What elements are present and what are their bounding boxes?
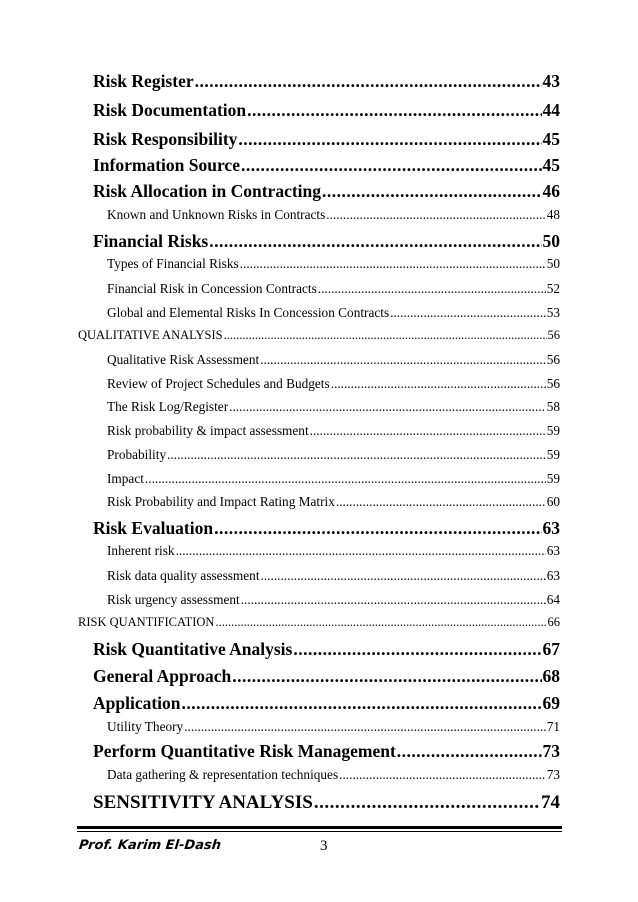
toc-entry-page: 74 — [541, 792, 560, 813]
toc-entry-page: 64 — [546, 592, 560, 607]
toc-dot-leader — [214, 518, 541, 539]
toc-dot-leader — [336, 494, 546, 510]
toc-entry-title: Risk data quality assessment — [107, 568, 260, 583]
toc-entry — [93, 518, 560, 539]
toc-entry-page: 69 — [542, 693, 560, 713]
toc-dot-leader — [215, 615, 546, 630]
toc-entry-title: Review of Project Schedules and Budgets — [107, 376, 330, 391]
toc-entry-title: QUALITATIVE ANALYSIS — [78, 328, 223, 342]
toc-dot-leader — [145, 471, 546, 487]
toc-entry-page: 53 — [546, 305, 560, 320]
toc-dot-leader — [318, 281, 546, 297]
toc-entry-page: 48 — [546, 207, 560, 222]
toc-entry-title: Risk probability & impact assessment — [107, 423, 309, 438]
toc-entry-page: 50 — [542, 231, 560, 251]
toc-entry-page: 63 — [546, 568, 560, 583]
toc-entry — [93, 129, 560, 150]
toc-dot-leader — [238, 129, 541, 150]
toc-entry-title: General Approach — [93, 666, 232, 686]
toc-entry — [107, 592, 560, 608]
toc-dot-leader — [314, 792, 540, 814]
toc-dot-leader — [241, 592, 546, 608]
toc-entry-page: 67 — [542, 639, 560, 659]
toc-dot-leader — [247, 100, 541, 121]
toc-entry — [93, 231, 560, 252]
toc-entry-title: Financial Risks — [93, 231, 209, 251]
toc-entry-title: Risk Allocation in Contracting — [93, 181, 322, 201]
toc-dot-leader — [293, 639, 541, 660]
toc-dot-leader — [390, 305, 546, 321]
toc-dot-leader — [240, 256, 546, 272]
toc-entry-title: Utility Theory — [107, 719, 184, 734]
toc-entry-title: Impact — [107, 471, 144, 486]
toc-entry-page: 59 — [546, 423, 560, 438]
toc-entry-title: Types of Financial Risks — [107, 256, 239, 271]
footer-rule-thin — [77, 831, 562, 832]
toc-entry — [78, 328, 560, 343]
toc-entry-title: Risk Quantitative Analysis — [93, 639, 293, 659]
toc-entry-page: 73 — [546, 767, 560, 782]
toc-entry-title: Financial Risk in Concession Contracts — [107, 281, 317, 296]
toc-entry — [107, 376, 560, 392]
toc-dot-leader — [339, 767, 546, 783]
footer-rule-thick — [77, 826, 562, 829]
toc-entry-page: 56 — [547, 328, 560, 342]
toc-entry-title: Risk Evaluation — [93, 518, 214, 538]
toc-entry — [93, 181, 560, 202]
toc-entry-page: 71 — [546, 719, 560, 734]
toc-entry-title: Perform Quantitative Risk Management — [93, 741, 396, 761]
toc-entry — [78, 615, 560, 630]
toc-dot-leader — [195, 71, 542, 92]
toc-dot-leader — [224, 328, 547, 343]
toc-entry — [107, 447, 560, 463]
toc-entry-page: 46 — [542, 181, 560, 201]
toc-dot-leader — [176, 543, 546, 559]
toc-entry — [93, 666, 560, 687]
toc-entry — [107, 399, 560, 415]
toc-dot-leader — [209, 231, 541, 252]
toc-entry — [107, 543, 560, 559]
toc-entry-title: Risk Documentation — [93, 100, 247, 120]
toc-entry-page: 43 — [542, 71, 560, 91]
toc-dot-leader — [182, 693, 542, 714]
toc-entry — [107, 494, 560, 510]
toc-entry-title: RISK QUANTIFICATION — [78, 615, 215, 629]
toc-entry — [93, 639, 560, 660]
toc-dot-leader — [326, 207, 545, 223]
toc-dot-leader — [167, 447, 546, 463]
toc-entry-title: Known and Unknown Risks in Contracts — [107, 207, 326, 222]
toc-dot-leader — [241, 155, 542, 176]
toc-entry-title: Data gathering & representation techniques — [107, 767, 339, 782]
toc-entry — [107, 471, 560, 487]
toc-entry-title: The Risk Log/Register — [107, 399, 229, 414]
toc-entry — [107, 281, 560, 297]
toc-entry-page: 45 — [542, 155, 560, 175]
toc-entry-title: Qualitative Risk Assessment — [107, 352, 260, 367]
toc-entry-page: 45 — [542, 129, 560, 149]
toc-entry-page: 73 — [542, 741, 560, 761]
toc-dot-leader — [397, 741, 542, 762]
toc-entry-title: Information Source — [93, 155, 240, 175]
toc-entry-page: 63 — [546, 543, 560, 558]
toc-dot-leader — [184, 719, 545, 735]
toc-entry — [93, 741, 560, 762]
toc-entry-page: 52 — [546, 281, 560, 296]
toc-entry — [93, 71, 560, 92]
toc-entry-title: Risk Register — [93, 71, 194, 91]
toc-entry-title: Inherent risk — [107, 543, 175, 558]
toc-entry-page: 44 — [542, 100, 560, 120]
toc-dot-leader — [331, 376, 546, 392]
footer-page-number: 3 — [320, 838, 328, 854]
toc-entry — [107, 352, 560, 368]
toc-entry — [93, 100, 560, 121]
toc-entry-title: Application — [93, 693, 181, 713]
toc-entry-page: 59 — [546, 447, 560, 462]
toc-entry — [107, 568, 560, 584]
toc-entry — [93, 693, 560, 714]
toc-entry-page: 59 — [546, 471, 560, 486]
toc-entry — [93, 155, 560, 176]
toc-entry — [107, 719, 560, 735]
toc-entry-page: 60 — [546, 494, 560, 509]
toc-entry — [107, 423, 560, 439]
toc-entry-title: Risk Probability and Impact Rating Matrix — [107, 494, 335, 509]
toc-entry — [107, 767, 560, 783]
toc-entry-page: 58 — [546, 399, 560, 414]
toc-entry-title: Probability — [107, 447, 167, 462]
toc-entry-title: SENSITIVITY ANALYSIS — [93, 792, 313, 813]
toc-dot-leader — [261, 568, 546, 584]
toc-entry-page: 50 — [546, 256, 560, 271]
toc-entry — [107, 305, 560, 321]
toc-entry-title: Global and Elemental Risks In Concession Contracts — [107, 305, 390, 320]
toc-entry-page: 68 — [542, 666, 560, 686]
toc-entry-page: 66 — [547, 615, 560, 629]
toc-entry — [107, 256, 560, 272]
toc-entry-title: Risk Responsibility — [93, 129, 238, 149]
toc-entry — [93, 792, 560, 814]
footer-author: Prof. Karim El-Dash — [78, 838, 222, 853]
toc-dot-leader — [229, 399, 546, 415]
toc-entry-page: 56 — [546, 352, 560, 367]
toc-entry-page: 56 — [546, 376, 560, 391]
toc-entry-title: Risk urgency assessment — [107, 592, 240, 607]
toc-entry — [107, 207, 560, 223]
toc-dot-leader — [232, 666, 541, 687]
toc-dot-leader — [322, 181, 541, 202]
toc-dot-leader — [260, 352, 546, 368]
toc-dot-leader — [310, 423, 546, 439]
toc-entry-page: 63 — [542, 518, 560, 538]
